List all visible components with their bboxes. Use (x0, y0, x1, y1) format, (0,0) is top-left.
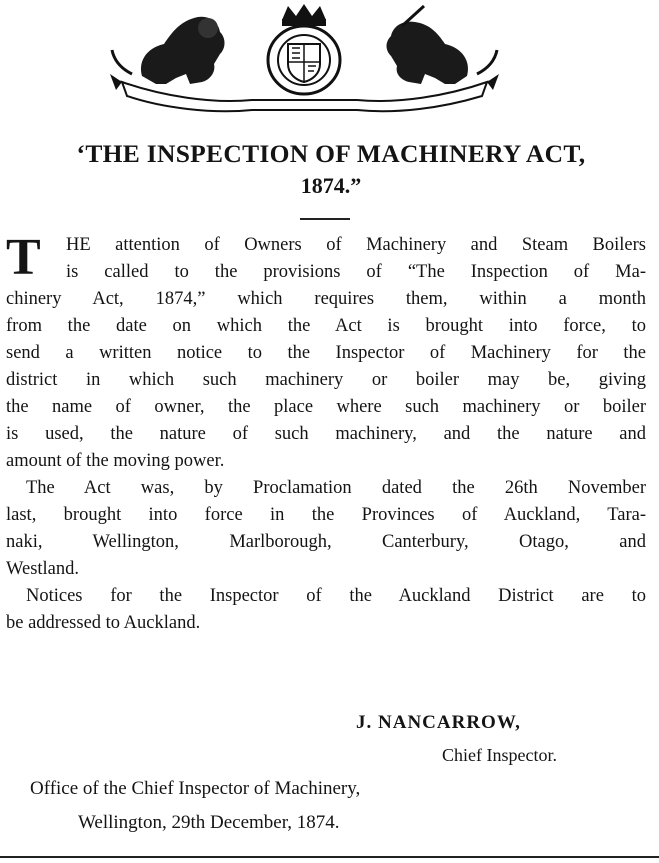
paragraph-line: naki, Wellington, Marlborough, Canterbury, Otago, and (6, 532, 646, 552)
paragraph-line: Notices for the Inspector of the Auckland District are to (26, 586, 646, 606)
paragraph-line: is called to the provisions of “The Inspection of Ma- (66, 262, 646, 282)
bottom-divider (0, 856, 659, 858)
paragraph-line: The Act was, by Proclamation dated the 26th November (26, 478, 646, 498)
paragraph-line: the name of owner, the place where such machinery or boiler (6, 397, 646, 417)
signature-title: Chief Inspector. (442, 745, 557, 765)
paragraph-line: Westland. (6, 559, 80, 579)
office-date: Wellington, 29th December, 1874. (78, 812, 340, 833)
notice-title: ‘THE INSPECTION OF MACHINERY ACT, (76, 139, 586, 168)
signature-name: J. NANCARROW, (356, 712, 521, 733)
paragraph-line: chinery Act, 1874,” which requires them, within a month (6, 289, 646, 309)
drop-cap: T (6, 229, 41, 286)
paragraph-line: HE attention of Owners of Machinery and Steam Boilers (66, 235, 646, 255)
office-address: Office of the Chief Inspector of Machinery, (30, 778, 361, 799)
notice-title-year: 1874.” (300, 173, 362, 198)
royal-coat-of-arms-icon (102, 4, 507, 116)
paragraph-line: last, brought into force in the Provinces of Auckland, Tara- (6, 505, 646, 525)
title-divider (300, 218, 350, 220)
paragraph-line: send a written notice to the Inspector of Machinery for the (6, 343, 646, 363)
paragraph-line: is used, the nature of such machinery, and the nature and (6, 424, 646, 444)
notice-body (6, 229, 646, 637)
paragraph-line: from the date on which the Act is brought into force, to (6, 316, 646, 336)
paragraph-line: be addressed to Auckland. (6, 613, 201, 633)
paragraph-line: district in which such machinery or boiler may be, giving (6, 370, 646, 390)
paragraph-line: amount of the moving power. (6, 451, 225, 471)
